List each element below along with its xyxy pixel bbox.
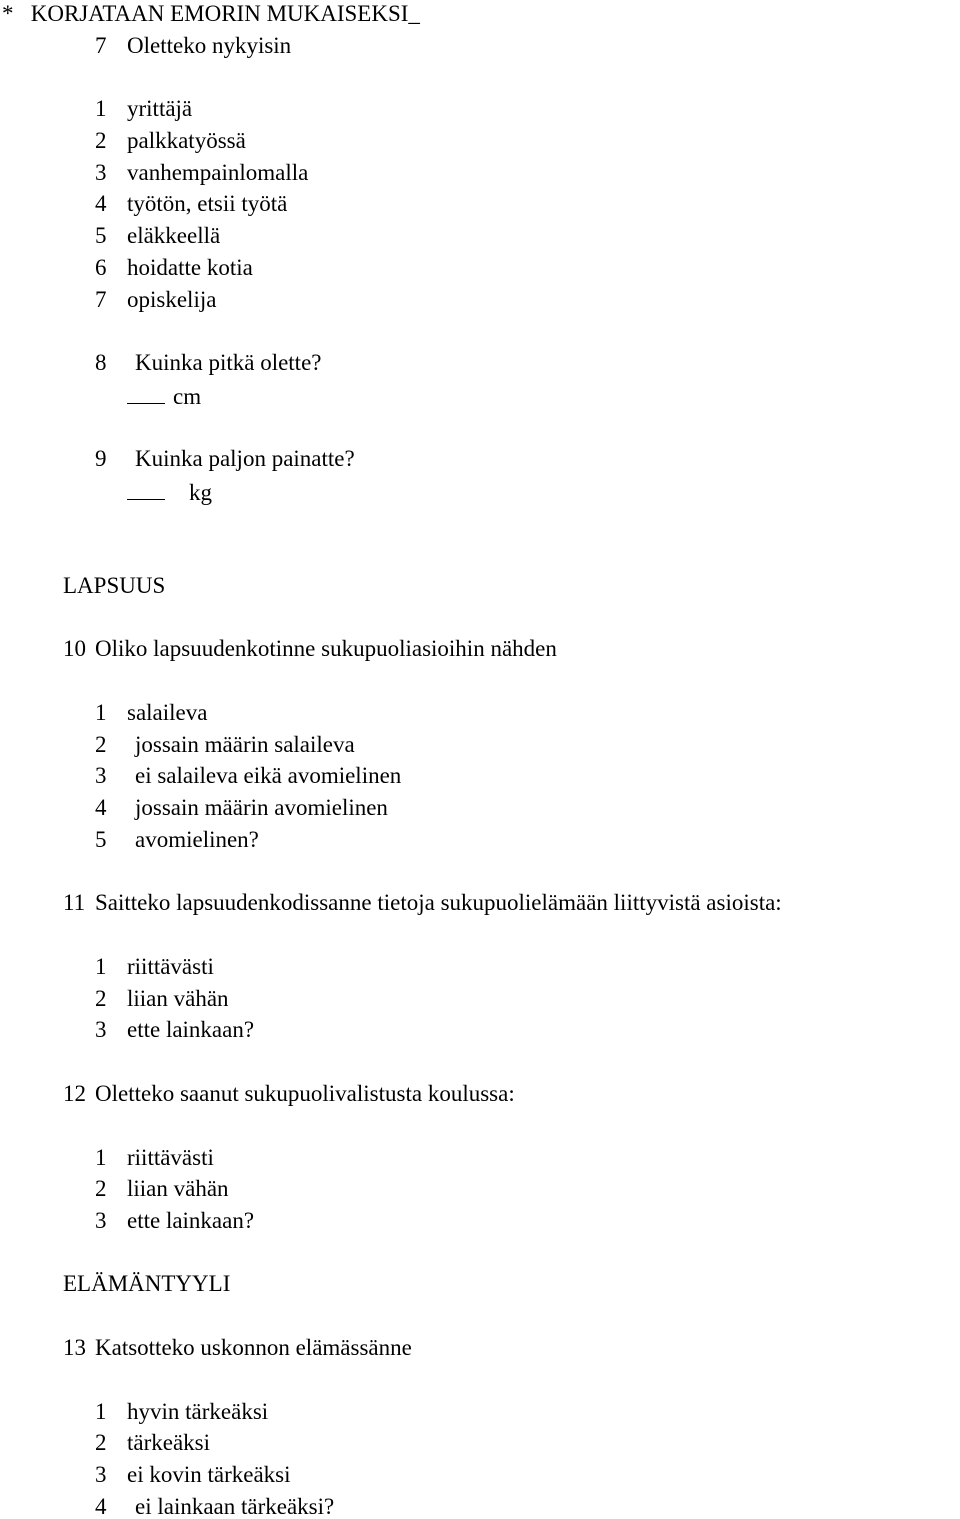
question-text: Oletteko saanut sukupuolivalistusta koulussa: <box>95 1081 515 1106</box>
q11-option-3 <box>95 1018 254 1041</box>
question-number: 10 <box>63 636 86 661</box>
option-number: 5 <box>95 223 107 248</box>
option-number: 1 <box>95 954 107 979</box>
option-number: 3 <box>95 1208 107 1233</box>
q7-option-4 <box>95 192 287 215</box>
question-13 <box>63 1336 412 1359</box>
question-text: Saitteko lapsuudenkodissanne tietoja sukupuolielämään liittyvistä asioista: <box>95 890 782 915</box>
q7-option-3 <box>95 161 308 184</box>
question-12 <box>63 1082 515 1105</box>
q7-option-6 <box>95 256 253 279</box>
q8-answer-line <box>127 383 201 408</box>
q12-option-3 <box>95 1209 254 1232</box>
height-blank-field[interactable] <box>127 383 165 404</box>
question-8 <box>95 351 322 374</box>
option-number: 3 <box>95 1462 107 1487</box>
option-number: 4 <box>95 1494 107 1519</box>
option-text: jossain määrin avomielinen <box>135 795 388 820</box>
section-heading-lifestyle: ELÄMÄNTYYLI <box>63 1271 231 1296</box>
section-heading-childhood: LAPSUUS <box>63 573 166 598</box>
option-number: 1 <box>95 1399 107 1424</box>
question-number: 13 <box>63 1335 86 1360</box>
option-text: hyvin tärkeäksi <box>127 1399 269 1424</box>
q10-option-2 <box>95 733 355 756</box>
option-text: työtön, etsii työtä <box>127 191 288 216</box>
option-text: palkkatyössä <box>127 128 246 153</box>
weight-blank-field[interactable] <box>127 479 165 500</box>
question-number: 12 <box>63 1081 86 1106</box>
option-text: yrittäjä <box>127 96 193 121</box>
question-text: Kuinka paljon painatte? <box>135 446 355 471</box>
q13-option-4 <box>95 1495 334 1518</box>
question-text: Kuinka pitkä olette? <box>135 350 322 375</box>
option-text: ei salaileva eikä avomielinen <box>135 763 402 788</box>
option-number: 1 <box>95 96 107 121</box>
option-text: ei lainkaan tärkeäksi? <box>135 1494 335 1519</box>
option-text: eläkkeellä <box>127 223 221 248</box>
q7-option-1 <box>95 97 192 120</box>
option-number: 1 <box>95 1145 107 1170</box>
option-text: hoidatte kotia <box>127 255 253 280</box>
question-text: Katsotteko uskonnon elämässänne <box>95 1335 412 1360</box>
q7-option-7 <box>95 288 216 311</box>
q12-option-2 <box>95 1177 229 1200</box>
option-number: 4 <box>95 795 107 820</box>
option-text: salaileva <box>127 700 208 725</box>
option-text: riittävästi <box>127 1145 214 1170</box>
question-7 <box>95 34 291 57</box>
question-number: 9 <box>95 446 107 471</box>
option-number: 2 <box>95 732 107 757</box>
option-number: 3 <box>95 1017 107 1042</box>
option-text: tärkeäksi <box>127 1430 211 1455</box>
option-number: 3 <box>95 160 107 185</box>
option-number: 6 <box>95 255 107 280</box>
question-number: 8 <box>95 350 107 375</box>
unit-label: cm <box>173 384 202 409</box>
q7-option-2 <box>95 129 246 152</box>
q10-option-5 <box>95 828 259 851</box>
question-9 <box>95 447 355 470</box>
q13-option-2 <box>95 1431 210 1454</box>
q12-option-1 <box>95 1146 214 1169</box>
option-text: opiskelija <box>127 287 217 312</box>
question-number: 7 <box>95 33 107 58</box>
q11-option-2 <box>95 987 229 1010</box>
question-text: Oliko lapsuudenkotinne sukupuoliasioihin nähden <box>95 636 557 661</box>
option-text: vanhempainlomalla <box>127 160 309 185</box>
option-number: 2 <box>95 128 107 153</box>
option-number: 3 <box>95 763 107 788</box>
option-text: liian vähän <box>127 986 229 1011</box>
unit-label: kg <box>189 480 212 505</box>
option-text: avomielinen? <box>135 827 259 852</box>
q9-answer-line <box>127 479 212 504</box>
question-11 <box>63 891 782 914</box>
option-text: liian vähän <box>127 1176 229 1201</box>
option-text: jossain määrin salaileva <box>135 732 355 757</box>
option-text: ei kovin tärkeäksi <box>127 1462 291 1487</box>
document-header: * KORJATAAN EMORIN MUKAISEKSI_ <box>2 1 420 26</box>
option-number: 5 <box>95 827 107 852</box>
option-number: 7 <box>95 287 107 312</box>
q7-option-5 <box>95 224 220 247</box>
option-number: 2 <box>95 986 107 1011</box>
question-text: Oletteko nykyisin <box>127 33 292 58</box>
q10-option-4 <box>95 796 388 819</box>
q11-option-1 <box>95 955 214 978</box>
option-number: 4 <box>95 191 107 216</box>
option-text: riittävästi <box>127 954 214 979</box>
option-number: 2 <box>95 1430 107 1455</box>
option-number: 2 <box>95 1176 107 1201</box>
question-10 <box>63 637 557 660</box>
q10-option-3 <box>95 764 401 787</box>
option-text: ette lainkaan? <box>127 1208 255 1233</box>
option-text: ette lainkaan? <box>127 1017 255 1042</box>
q10-option-1 <box>95 701 207 724</box>
question-number: 11 <box>63 890 86 915</box>
option-number: 1 <box>95 700 107 725</box>
q13-option-3 <box>95 1463 291 1486</box>
q13-option-1 <box>95 1400 268 1423</box>
